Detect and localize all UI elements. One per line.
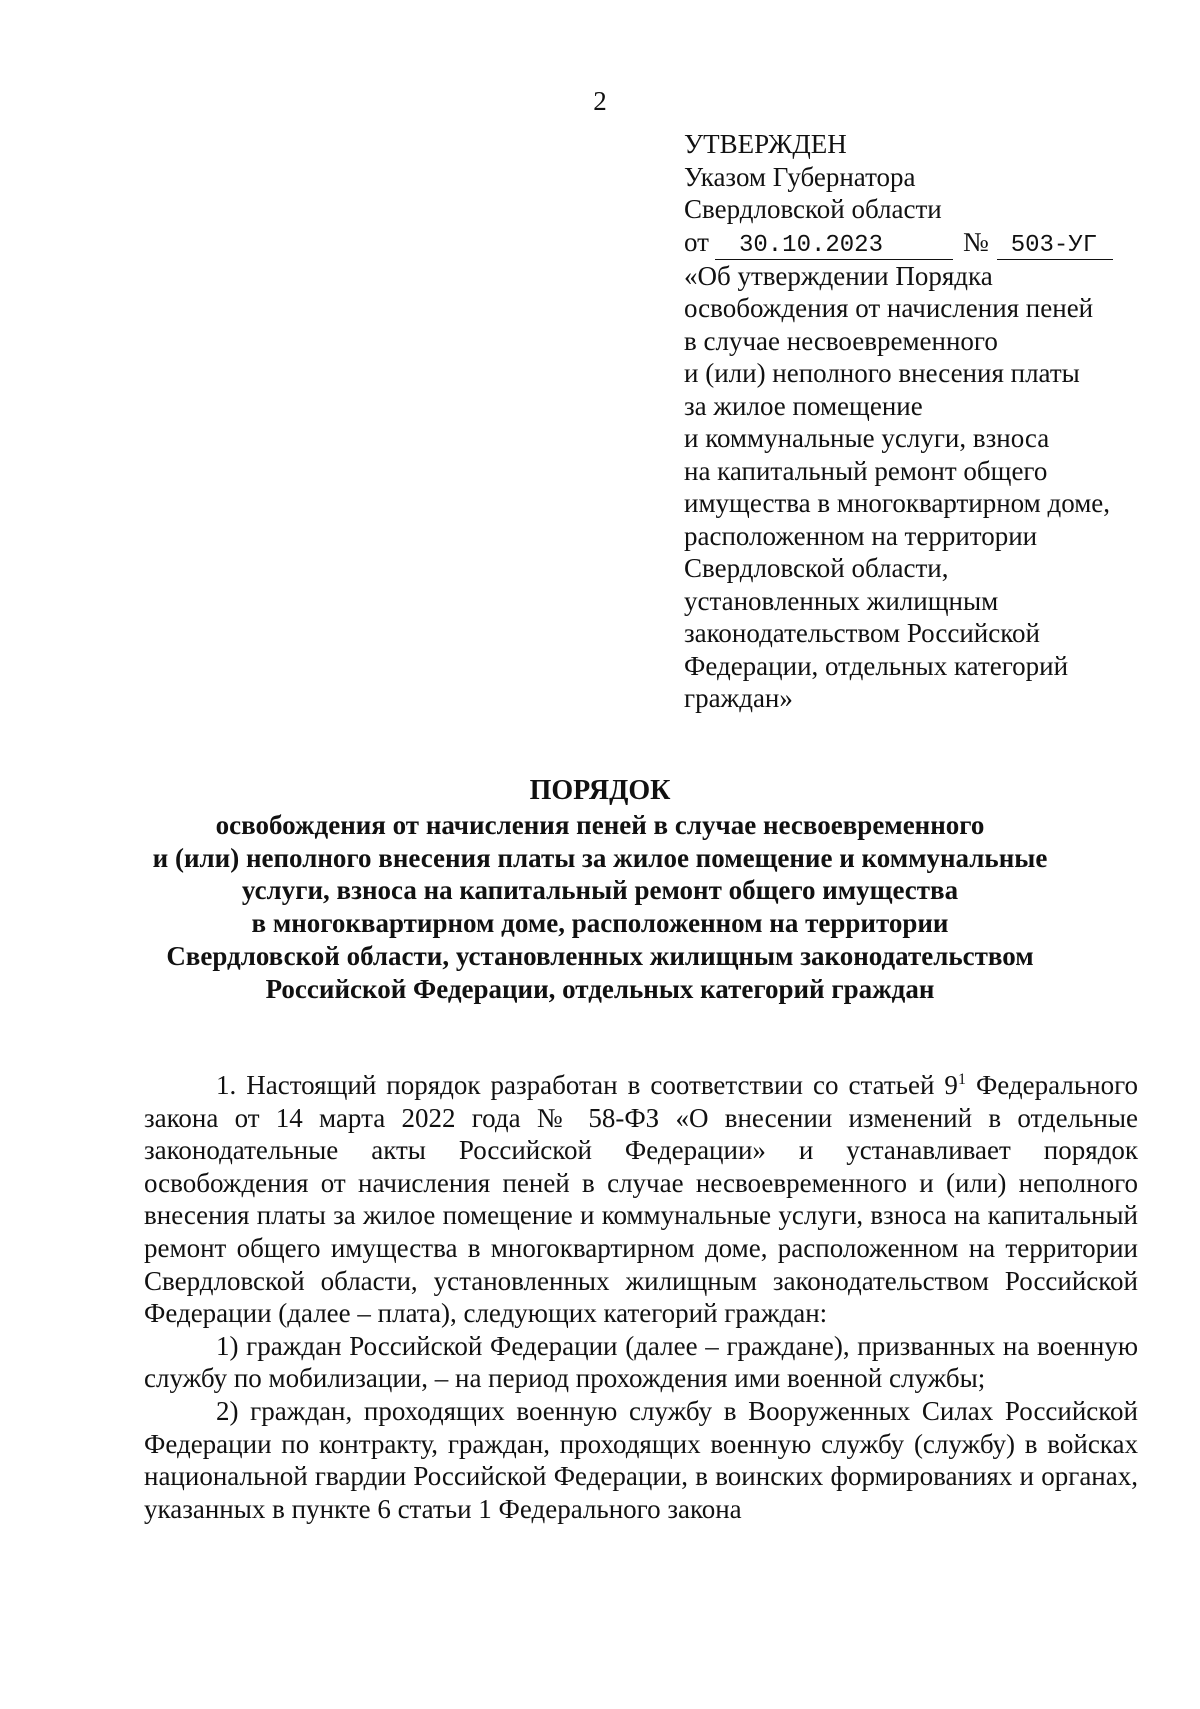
paragraph-item-1: 1) граждан Российской Федерации (далее – граждане), призванных на военную службу по мобилизации, – на период прохождения ими военной службы; <box>144 1330 1138 1394</box>
subject-line: на капитальный ремонт общего <box>684 455 1048 486</box>
paragraph-1 <box>144 1069 1138 1330</box>
subject-line: «Об утверждении Порядка <box>684 260 993 291</box>
subtitle-line: в многоквартирном доме, расположенном на территории <box>251 908 949 939</box>
approval-date-line <box>684 226 1124 260</box>
document-title-block <box>100 775 1100 1006</box>
approval-issuer: Указом Губернатора <box>684 161 916 192</box>
subject-line: расположенном на территории <box>684 520 1038 551</box>
document-body <box>144 1069 1138 1525</box>
page-number: 2 <box>593 86 607 116</box>
paragraph-item-2: 2) граждан, проходящих военную службу в Вооруженных Силах Российской Федерации по контракту, граждан, проходящих военную службу (службу) в войсках национальной гвардии Российской Федерации, в воинских формированиях и органах, указанных в пункте 6 статьи 1 Федерального закона <box>144 1395 1138 1524</box>
approval-date: 30.10.2023 <box>715 233 953 260</box>
subject-line: Свердловской области, <box>684 553 949 583</box>
subject-line: законодательством Российской <box>684 618 1040 648</box>
approval-block <box>684 128 1124 715</box>
subject-line: и (или) неполного внесения платы <box>684 358 1080 388</box>
approval-region: Свердловской области <box>684 194 942 224</box>
date-prefix: от <box>684 226 709 257</box>
subject-line: освобождения от начисления пеней <box>684 293 1094 323</box>
subject-line: в случае несвоевременного <box>684 325 998 356</box>
subject-line: Федерации, отдельных категорий <box>684 650 1069 681</box>
approval-heading: УТВЕРЖДЕН <box>684 129 847 159</box>
subject-line: и коммунальные услуги, взноса <box>684 423 1050 453</box>
subject-line: установленных жилищным <box>684 585 999 616</box>
document-title: ПОРЯДОК <box>529 775 671 806</box>
number-sign: № <box>962 226 989 257</box>
subtitle-line: и (или) неполного внесения платы за жилое помещение и коммунальные <box>152 842 1048 873</box>
subject-line: имущества в многоквартирном доме, <box>684 488 1111 518</box>
subtitle-line: освобождения от начисления пеней в случае несвоевременного <box>215 809 985 840</box>
approval-number: 503-УГ <box>997 233 1113 260</box>
article-superscript: 1 <box>957 1071 966 1088</box>
subtitle-line: Российской Федерации, отдельных категорий граждан <box>265 973 935 1004</box>
paragraph-1-rest: Федерального закона от 14 марта 2022 года № 58-ФЗ «О внесении изменений в отдельные законодательные акты Российской Федерации» и устанавливает порядок освобождения от начисления пеней в случае несвоевременного и (или) неполного внесения платы за жилое помещение и коммунальные услуги, взноса на капитальный ремонт общего имущества в многоквартирном доме, расположенном на территории Свердловской области, установленных жилищным законодательством Российской Федерации (далее – плата), следующих категорий граждан: <box>144 1070 1138 1329</box>
subtitle-line: Свердловской области, установленных жилищным законодательством <box>166 940 1034 971</box>
paragraph-1-start: 1. Настоящий порядок разработан в соответствии со статьей 9 <box>216 1070 958 1100</box>
subject-line: граждан» <box>684 683 793 713</box>
subtitle-line: услуги, взноса на капитальный ремонт общего имущества <box>241 875 959 906</box>
subject-line: за жилое помещение <box>684 390 923 421</box>
